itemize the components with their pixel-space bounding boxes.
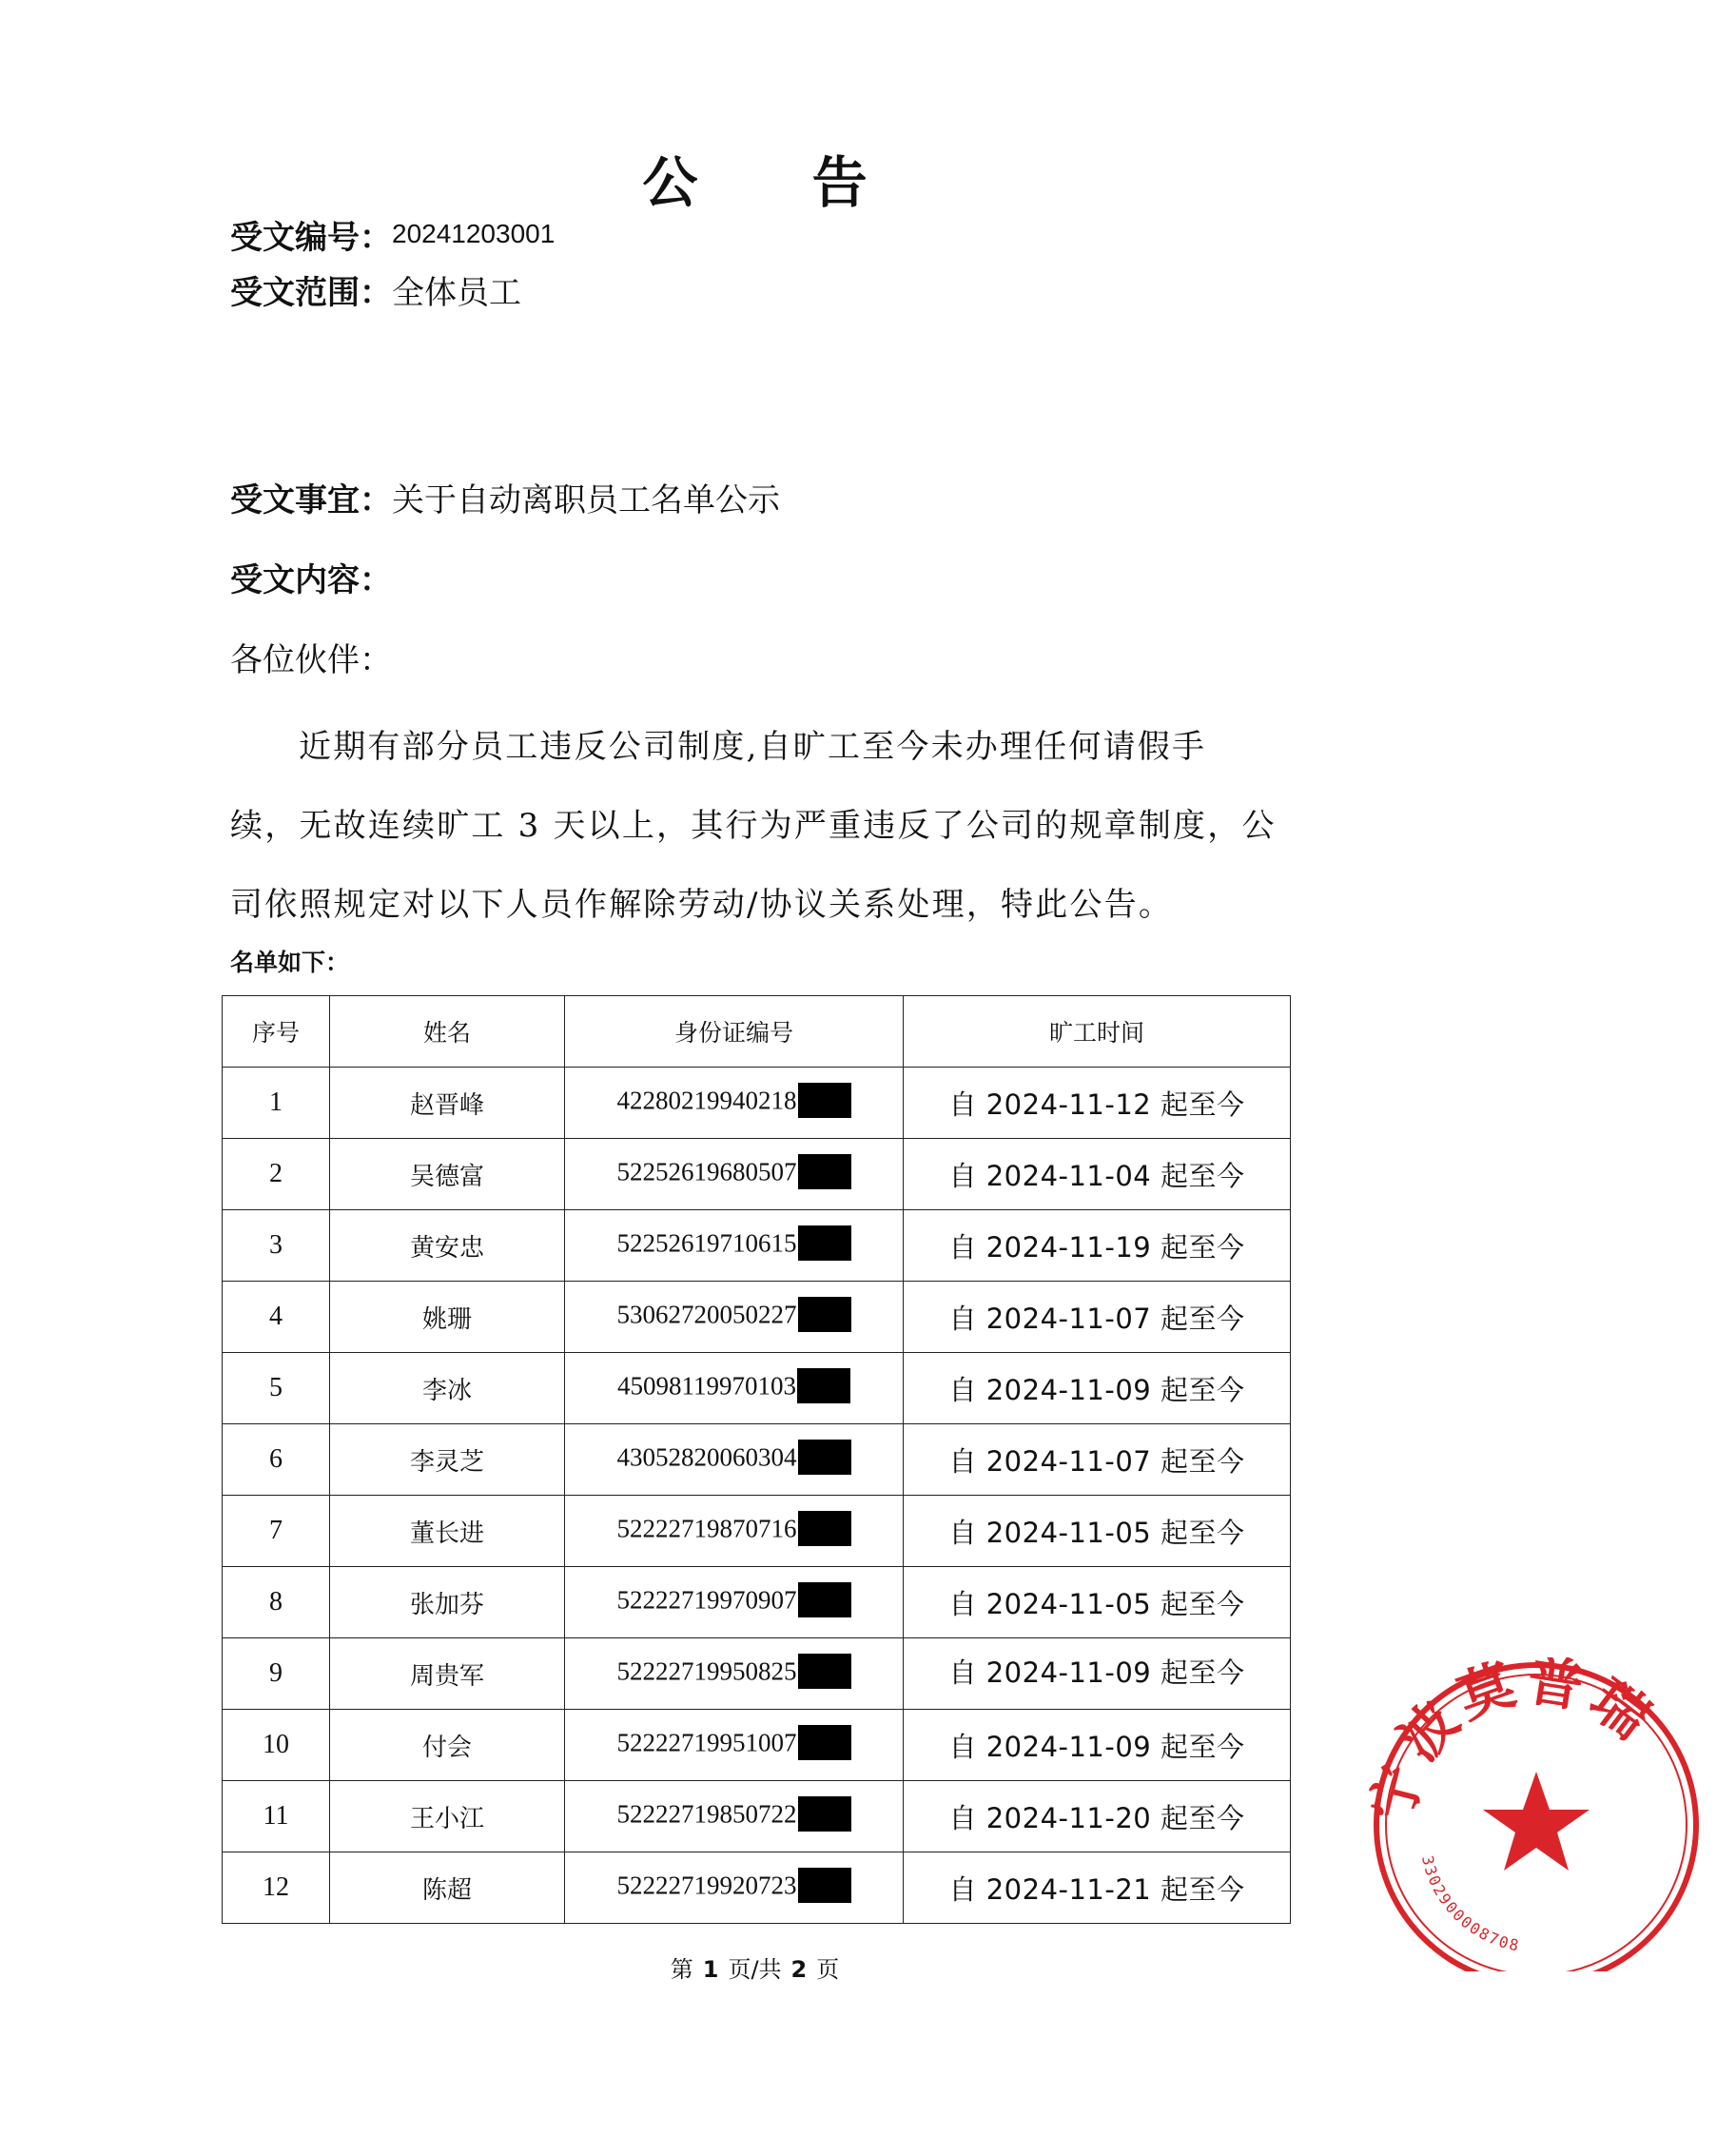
cell-id (565, 1638, 904, 1710)
redaction-box (798, 1154, 851, 1189)
cell-time: 自 2024-11-09 起至今 (904, 1638, 1291, 1710)
cell-no: 2 (223, 1139, 330, 1210)
cell-id (565, 1567, 904, 1638)
redaction-box (797, 1368, 850, 1403)
paragraph-line-1: 近期有部分员工违反公司制度,自旷工至今未办理任何请假手 (299, 728, 1207, 766)
table-row (223, 1710, 1291, 1781)
table-row (223, 1424, 1291, 1496)
redaction-box (798, 1440, 851, 1475)
doc-number-row (230, 209, 555, 266)
cell-id (565, 1781, 904, 1852)
id-visible: 52252619680507 (616, 1157, 797, 1186)
cell-no: 9 (223, 1638, 330, 1710)
cell-time: 自 2024-11-21 起至今 (904, 1852, 1291, 1924)
cell-id (565, 1424, 904, 1496)
cell-time: 自 2024-11-20 起至今 (904, 1781, 1291, 1852)
redaction-box (798, 1582, 851, 1617)
paragraph-line-3: 司依照规定对以下人员作解除劳动/协议关系处理，特此公告。 (230, 886, 1174, 924)
scope-row (230, 265, 521, 322)
list-heading: 名单如下： (230, 949, 350, 976)
id-visible: 52222719920723 (616, 1871, 797, 1900)
table-row (223, 1282, 1291, 1353)
cell-id (565, 1139, 904, 1210)
redaction-box (798, 1297, 851, 1332)
cell-no: 12 (223, 1852, 330, 1924)
employee-table (222, 995, 1291, 1924)
cell-time: 自 2024-11-07 起至今 (904, 1424, 1291, 1496)
table-row (223, 1353, 1291, 1424)
footer-suffix: 页 (816, 1956, 840, 1983)
cell-id (565, 1068, 904, 1139)
table-row (223, 1139, 1291, 1210)
cell-name: 王小江 (330, 1781, 565, 1852)
page-footer (0, 1952, 1510, 1987)
cell-time: 自 2024-11-09 起至今 (904, 1353, 1291, 1424)
redaction-box (798, 1654, 851, 1689)
id-visible: 52252619710615 (616, 1228, 797, 1258)
seal-stamp-icon (1356, 1657, 1736, 1971)
redaction-box (798, 1796, 851, 1832)
cell-id (565, 1282, 904, 1353)
cell-name: 吴德富 (330, 1139, 565, 1210)
cell-name: 周贵军 (330, 1638, 565, 1710)
id-visible: 42280219940218 (616, 1086, 797, 1115)
id-visible: 52222719870716 (616, 1514, 797, 1543)
table-header-row (223, 996, 1291, 1068)
cell-no: 6 (223, 1424, 330, 1496)
footer-mid: 页/共 (728, 1956, 782, 1983)
content-row (230, 552, 392, 609)
id-visible: 52222719951007 (616, 1728, 797, 1757)
company-seal (1356, 1657, 1667, 1971)
cell-id (565, 1210, 904, 1282)
header-time: 旷工时间 (904, 996, 1291, 1068)
id-visible: 52222719850722 (616, 1799, 797, 1829)
notice-paragraph (230, 708, 1282, 945)
cell-id (565, 1353, 904, 1424)
footer-page: 1 (702, 1956, 719, 1983)
cell-name: 黄安忠 (330, 1210, 565, 1282)
redaction-box (798, 1725, 851, 1760)
scope-label: 受文范围： (230, 274, 392, 312)
cell-name: 董长进 (330, 1496, 565, 1567)
id-visible: 52222719970907 (616, 1585, 797, 1615)
notice-title: 公 告 (642, 150, 915, 215)
cell-no: 1 (223, 1068, 330, 1139)
svg-text:宁波莫普瑞: 宁波莫普瑞 (1358, 1657, 1667, 1828)
cell-time: 自 2024-11-12 起至今 (904, 1068, 1291, 1139)
cell-no: 10 (223, 1710, 330, 1781)
cell-no: 8 (223, 1567, 330, 1638)
cell-no: 7 (223, 1496, 330, 1567)
table-row (223, 1852, 1291, 1924)
table-row (223, 1567, 1291, 1638)
table-row (223, 1496, 1291, 1567)
doc-number-value: 20241203001 (392, 219, 556, 248)
subject-label: 受文事宜： (230, 481, 392, 519)
cell-no: 5 (223, 1353, 330, 1424)
redaction-box (798, 1083, 851, 1118)
id-visible: 45098119970103 (617, 1371, 796, 1401)
header-no: 序号 (223, 996, 330, 1068)
subject-row (230, 472, 780, 529)
cell-time: 自 2024-11-07 起至今 (904, 1282, 1291, 1353)
subject-value: 关于自动离职员工名单公示 (392, 481, 780, 519)
cell-id (565, 1710, 904, 1781)
cell-no: 11 (223, 1781, 330, 1852)
table-row (223, 1781, 1291, 1852)
svg-text:3302900008708: 3302900008708 (1417, 1853, 1523, 1955)
cell-time: 自 2024-11-19 起至今 (904, 1210, 1291, 1282)
cell-name: 李冰 (330, 1353, 565, 1424)
scope-value: 全体员工 (392, 274, 521, 312)
cell-name: 陈超 (330, 1852, 565, 1924)
cell-time: 自 2024-11-05 起至今 (904, 1567, 1291, 1638)
redaction-box (798, 1225, 851, 1261)
table-row (223, 1068, 1291, 1139)
cell-no: 3 (223, 1210, 330, 1282)
header-name: 姓名 (330, 996, 565, 1068)
footer-prefix: 第 (670, 1956, 693, 1983)
table-row (223, 1210, 1291, 1282)
header-id: 身份证编号 (565, 996, 904, 1068)
doc-number-label: 受文编号： (230, 219, 392, 257)
cell-name: 李灵芝 (330, 1424, 565, 1496)
content-label: 受文内容： (230, 561, 392, 599)
redaction-box (798, 1868, 851, 1903)
greeting: 各位伙伴： (230, 641, 392, 679)
cell-time: 自 2024-11-09 起至今 (904, 1710, 1291, 1781)
id-visible: 52222719950825 (616, 1656, 797, 1686)
id-visible: 43052820060304 (616, 1442, 797, 1472)
footer-total: 2 (790, 1956, 808, 1983)
cell-name: 付会 (330, 1710, 565, 1781)
cell-name: 赵晋峰 (330, 1068, 565, 1139)
redaction-box (798, 1511, 851, 1546)
id-visible: 53062720050227 (616, 1300, 797, 1329)
table-row (223, 1638, 1291, 1710)
cell-name: 姚珊 (330, 1282, 565, 1353)
paragraph-line-2: 续，无故连续旷工 3 天以上，其行为严重违反了公司的规章制度，公 (230, 807, 1277, 845)
cell-no: 4 (223, 1282, 330, 1353)
cell-id (565, 1496, 904, 1567)
cell-name: 张加芬 (330, 1567, 565, 1638)
cell-time: 自 2024-11-05 起至今 (904, 1496, 1291, 1567)
cell-id (565, 1852, 904, 1924)
cell-time: 自 2024-11-04 起至今 (904, 1139, 1291, 1210)
